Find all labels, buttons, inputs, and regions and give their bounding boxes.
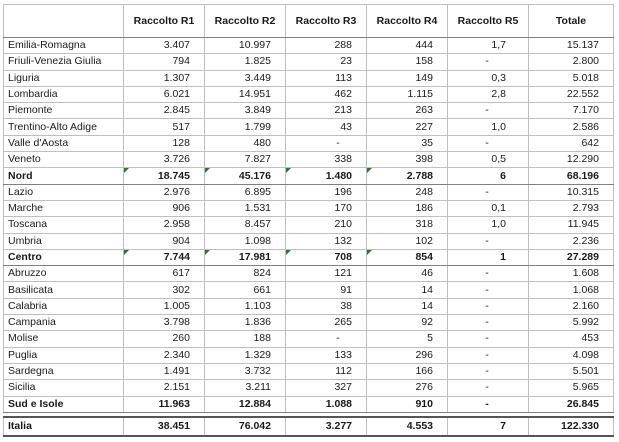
cell-total[interactable]: 68.196 bbox=[529, 168, 614, 184]
cell-r1[interactable]: 1.491 bbox=[124, 363, 205, 379]
cell-r4[interactable]: 318 bbox=[367, 217, 448, 233]
cell-r4[interactable]: 227 bbox=[367, 119, 448, 135]
cell-r4[interactable]: 166 bbox=[367, 363, 448, 379]
cell-r5[interactable]: - bbox=[448, 363, 529, 379]
cell-r1[interactable]: 906 bbox=[124, 200, 205, 216]
cell-r4[interactable]: 102 bbox=[367, 233, 448, 249]
cell-region[interactable]: Campania bbox=[4, 315, 124, 331]
cell-r1[interactable]: 2.976 bbox=[124, 184, 205, 200]
grand-total-row bbox=[4, 417, 614, 436]
error-indicator-icon bbox=[124, 168, 129, 173]
cell-region[interactable]: Emilia-Romagna bbox=[4, 38, 124, 54]
cell-r1[interactable]: 1.307 bbox=[124, 70, 205, 86]
cell-r4[interactable]: 186 bbox=[367, 200, 448, 216]
cell-r5[interactable]: - bbox=[448, 135, 529, 151]
error-indicator-icon bbox=[205, 168, 210, 173]
cell-r2[interactable]: 1.836 bbox=[205, 315, 286, 331]
cell-r3[interactable]: 121 bbox=[286, 266, 367, 282]
subtotal-row bbox=[4, 168, 614, 184]
cell-r1[interactable]: 302 bbox=[124, 282, 205, 298]
cell-r2[interactable]: 14.951 bbox=[205, 86, 286, 102]
cell-total[interactable]: 4.098 bbox=[529, 347, 614, 363]
cell-r2[interactable]: 188 bbox=[205, 331, 286, 347]
cell-r3[interactable]: 210 bbox=[286, 217, 367, 233]
cell-r3[interactable]: 213 bbox=[286, 103, 367, 119]
cell-region[interactable]: Lombardia bbox=[4, 86, 124, 102]
header-cell-r4: Raccolto R4 bbox=[367, 5, 448, 38]
cell-region[interactable]: Calabria bbox=[4, 298, 124, 314]
cell-r5[interactable]: - bbox=[448, 233, 529, 249]
cell-total[interactable]: 2.793 bbox=[529, 200, 614, 216]
cell-r5[interactable]: 0,3 bbox=[448, 70, 529, 86]
cell-total[interactable]: 12.290 bbox=[529, 152, 614, 168]
cell-region[interactable]: Abruzzo bbox=[4, 266, 124, 282]
cell-r5[interactable]: 0,1 bbox=[448, 200, 529, 216]
cell-r1[interactable]: 6.021 bbox=[124, 86, 205, 102]
cell-r4[interactable]: 2.788 bbox=[367, 168, 448, 184]
header-cell-region bbox=[4, 5, 124, 38]
cell-r5[interactable]: - bbox=[448, 184, 529, 200]
cell-r5[interactable]: - bbox=[448, 282, 529, 298]
cell-r1[interactable]: 7.744 bbox=[124, 249, 205, 265]
cell-region[interactable]: Liguria bbox=[4, 70, 124, 86]
cell-region[interactable]: Puglia bbox=[4, 347, 124, 363]
cell-region[interactable]: Umbria bbox=[4, 233, 124, 249]
cell-r4[interactable]: 4.553 bbox=[367, 417, 448, 436]
cell-region[interactable]: Nord bbox=[4, 168, 124, 184]
error-indicator-icon bbox=[124, 250, 129, 255]
cell-total[interactable]: 1.608 bbox=[529, 266, 614, 282]
cell-r1[interactable]: 3.726 bbox=[124, 152, 205, 168]
cell-r1[interactable]: 2.151 bbox=[124, 380, 205, 396]
table-row bbox=[4, 38, 614, 54]
cell-r5[interactable]: 1,0 bbox=[448, 217, 529, 233]
cell-total[interactable]: 642 bbox=[529, 135, 614, 151]
cell-r2[interactable]: 10.997 bbox=[205, 38, 286, 54]
cell-r4[interactable]: 910 bbox=[367, 396, 448, 412]
cell-r5[interactable]: 2,8 bbox=[448, 86, 529, 102]
cell-r3[interactable]: 708 bbox=[286, 249, 367, 265]
cell-r3[interactable]: 43 bbox=[286, 119, 367, 135]
table-row bbox=[4, 363, 614, 379]
cell-r4[interactable]: 248 bbox=[367, 184, 448, 200]
header-row bbox=[4, 5, 614, 38]
cell-total[interactable]: 7.170 bbox=[529, 103, 614, 119]
cell-total[interactable]: 2.800 bbox=[529, 54, 614, 70]
cell-r2[interactable]: 824 bbox=[205, 266, 286, 282]
table-body bbox=[4, 38, 614, 436]
table-row bbox=[4, 86, 614, 102]
header-cell-r3: Raccolto R3 bbox=[286, 5, 367, 38]
cell-r5[interactable]: - bbox=[448, 298, 529, 314]
cell-region[interactable]: Italia bbox=[4, 417, 124, 436]
cell-r1[interactable]: 2.340 bbox=[124, 347, 205, 363]
cell-region[interactable]: Trentino-Alto Adige bbox=[4, 119, 124, 135]
cell-total[interactable]: 22.552 bbox=[529, 86, 614, 102]
cell-r4[interactable]: 14 bbox=[367, 298, 448, 314]
cell-r5[interactable]: - bbox=[448, 347, 529, 363]
cell-region[interactable]: Sud e Isole bbox=[4, 396, 124, 412]
cell-total[interactable]: 2.160 bbox=[529, 298, 614, 314]
cell-r2[interactable]: 3.732 bbox=[205, 363, 286, 379]
cell-r2[interactable]: 1.103 bbox=[205, 298, 286, 314]
cell-r1[interactable]: 517 bbox=[124, 119, 205, 135]
cell-r4[interactable]: 444 bbox=[367, 38, 448, 54]
table-row bbox=[4, 331, 614, 347]
cell-region[interactable]: Toscana bbox=[4, 217, 124, 233]
cell-r4[interactable]: 296 bbox=[367, 347, 448, 363]
cell-r5[interactable]: 1,0 bbox=[448, 119, 529, 135]
cell-total[interactable]: 5.992 bbox=[529, 315, 614, 331]
cell-region[interactable]: Marche bbox=[4, 200, 124, 216]
cell-total[interactable]: 1.068 bbox=[529, 282, 614, 298]
cell-r3[interactable]: - bbox=[286, 331, 367, 347]
cell-r5[interactable]: 6 bbox=[448, 168, 529, 184]
table-row bbox=[4, 266, 614, 282]
cell-r2[interactable]: 1.329 bbox=[205, 347, 286, 363]
cell-r2[interactable]: 3.211 bbox=[205, 380, 286, 396]
cell-region[interactable]: Sicilia bbox=[4, 380, 124, 396]
cell-r5[interactable]: - bbox=[448, 54, 529, 70]
cell-r4[interactable]: 276 bbox=[367, 380, 448, 396]
cell-r2[interactable]: 7.827 bbox=[205, 152, 286, 168]
cell-r2[interactable]: 1.098 bbox=[205, 233, 286, 249]
error-indicator-icon bbox=[286, 168, 291, 173]
cell-r5[interactable]: - bbox=[448, 315, 529, 331]
cell-total[interactable]: 27.289 bbox=[529, 249, 614, 265]
cell-r3[interactable]: 38 bbox=[286, 298, 367, 314]
cell-total[interactable]: 122.330 bbox=[529, 417, 614, 436]
cell-region[interactable]: Lazio bbox=[4, 184, 124, 200]
cell-r2[interactable]: 1.825 bbox=[205, 54, 286, 70]
table-row bbox=[4, 233, 614, 249]
table-row bbox=[4, 200, 614, 216]
table-row bbox=[4, 119, 614, 135]
cell-region[interactable]: Valle d'Aosta bbox=[4, 135, 124, 151]
subtotal-row bbox=[4, 396, 614, 412]
subtotal-row bbox=[4, 249, 614, 265]
cell-r1[interactable]: 794 bbox=[124, 54, 205, 70]
cell-r1[interactable]: 1.005 bbox=[124, 298, 205, 314]
cell-r3[interactable]: 170 bbox=[286, 200, 367, 216]
cell-r3[interactable]: 133 bbox=[286, 347, 367, 363]
cell-r4[interactable]: 398 bbox=[367, 152, 448, 168]
cell-r4[interactable]: 1.115 bbox=[367, 86, 448, 102]
cell-r3[interactable]: 113 bbox=[286, 70, 367, 86]
cell-r5[interactable]: - bbox=[448, 396, 529, 412]
cell-total[interactable]: 26.845 bbox=[529, 396, 614, 412]
cell-r5[interactable]: 1,7 bbox=[448, 38, 529, 54]
cell-r3[interactable]: 338 bbox=[286, 152, 367, 168]
cell-r5[interactable]: 0,5 bbox=[448, 152, 529, 168]
table-row bbox=[4, 347, 614, 363]
cell-total[interactable]: 10.315 bbox=[529, 184, 614, 200]
cell-total[interactable]: 453 bbox=[529, 331, 614, 347]
cell-r2[interactable]: 3.849 bbox=[205, 103, 286, 119]
cell-r2[interactable]: 1.531 bbox=[205, 200, 286, 216]
table-row bbox=[4, 152, 614, 168]
cell-region[interactable]: Centro bbox=[4, 249, 124, 265]
cell-region[interactable]: Piemonte bbox=[4, 103, 124, 119]
header-cell-total: Totale bbox=[529, 5, 614, 38]
cell-r2[interactable]: 17.981 bbox=[205, 249, 286, 265]
cell-region[interactable]: Veneto bbox=[4, 152, 124, 168]
table-row bbox=[4, 184, 614, 200]
error-indicator-icon bbox=[367, 250, 372, 255]
cell-total[interactable]: 2.586 bbox=[529, 119, 614, 135]
cell-total[interactable]: 15.137 bbox=[529, 38, 614, 54]
cell-r4[interactable]: 14 bbox=[367, 282, 448, 298]
cell-r4[interactable]: 35 bbox=[367, 135, 448, 151]
data-table bbox=[3, 4, 614, 437]
cell-r4[interactable]: 854 bbox=[367, 249, 448, 265]
table-row bbox=[4, 315, 614, 331]
table-row bbox=[4, 135, 614, 151]
cell-r3[interactable]: 462 bbox=[286, 86, 367, 102]
cell-r5[interactable]: 7 bbox=[448, 417, 529, 436]
cell-r2[interactable]: 6.895 bbox=[205, 184, 286, 200]
cell-r3[interactable]: 265 bbox=[286, 315, 367, 331]
cell-r1[interactable]: 2.845 bbox=[124, 103, 205, 119]
cell-r5[interactable]: - bbox=[448, 103, 529, 119]
cell-r3[interactable]: 3.277 bbox=[286, 417, 367, 436]
cell-r1[interactable]: 3.407 bbox=[124, 38, 205, 54]
table-row bbox=[4, 54, 614, 70]
cell-r3[interactable]: 91 bbox=[286, 282, 367, 298]
cell-r1[interactable]: 38.451 bbox=[124, 417, 205, 436]
table-row bbox=[4, 217, 614, 233]
table-row bbox=[4, 298, 614, 314]
header-cell-r5: Raccolto R5 bbox=[448, 5, 529, 38]
cell-r3[interactable]: 288 bbox=[286, 38, 367, 54]
cell-r2[interactable]: 12.884 bbox=[205, 396, 286, 412]
cell-r2[interactable]: 661 bbox=[205, 282, 286, 298]
table-row bbox=[4, 282, 614, 298]
cell-r1[interactable]: 2.958 bbox=[124, 217, 205, 233]
cell-region[interactable]: Sardegna bbox=[4, 363, 124, 379]
cell-total[interactable]: 5.965 bbox=[529, 380, 614, 396]
cell-r1[interactable]: 128 bbox=[124, 135, 205, 151]
cell-region[interactable]: Friuli-Venezia Giulia bbox=[4, 54, 124, 70]
cell-total[interactable]: 5.501 bbox=[529, 363, 614, 379]
cell-r4[interactable]: 149 bbox=[367, 70, 448, 86]
cell-r2[interactable]: 480 bbox=[205, 135, 286, 151]
cell-r3[interactable]: 132 bbox=[286, 233, 367, 249]
cell-r2[interactable]: 76.042 bbox=[205, 417, 286, 436]
cell-r2[interactable]: 45.176 bbox=[205, 168, 286, 184]
cell-r2[interactable]: 8.457 bbox=[205, 217, 286, 233]
header-cell-r2: Raccolto R2 bbox=[205, 5, 286, 38]
cell-r1[interactable]: 904 bbox=[124, 233, 205, 249]
cell-r4[interactable]: 46 bbox=[367, 266, 448, 282]
error-indicator-icon bbox=[367, 168, 372, 173]
cell-r3[interactable]: 327 bbox=[286, 380, 367, 396]
cell-r5[interactable]: - bbox=[448, 331, 529, 347]
cell-r1[interactable]: 3.798 bbox=[124, 315, 205, 331]
cell-r1[interactable]: 18.745 bbox=[124, 168, 205, 184]
cell-total[interactable]: 2.236 bbox=[529, 233, 614, 249]
cell-r3[interactable]: 196 bbox=[286, 184, 367, 200]
cell-r1[interactable]: 617 bbox=[124, 266, 205, 282]
cell-r2[interactable]: 1.799 bbox=[205, 119, 286, 135]
table-row bbox=[4, 70, 614, 86]
cell-r2[interactable]: 3.449 bbox=[205, 70, 286, 86]
cell-r3[interactable]: 1.480 bbox=[286, 168, 367, 184]
cell-r3[interactable]: - bbox=[286, 135, 367, 151]
cell-r4[interactable]: 92 bbox=[367, 315, 448, 331]
cell-r5[interactable]: 1 bbox=[448, 249, 529, 265]
cell-r4[interactable]: 158 bbox=[367, 54, 448, 70]
table-row bbox=[4, 380, 614, 396]
cell-region[interactable]: Basilicata bbox=[4, 282, 124, 298]
table-row bbox=[4, 103, 614, 119]
cell-r4[interactable]: 5 bbox=[367, 331, 448, 347]
cell-total[interactable]: 5.018 bbox=[529, 70, 614, 86]
cell-r1[interactable]: 260 bbox=[124, 331, 205, 347]
error-indicator-icon bbox=[286, 250, 291, 255]
cell-r5[interactable]: - bbox=[448, 266, 529, 282]
cell-r3[interactable]: 1.088 bbox=[286, 396, 367, 412]
header-cell-r1: Raccolto R1 bbox=[124, 5, 205, 38]
cell-r3[interactable]: 112 bbox=[286, 363, 367, 379]
cell-r5[interactable]: - bbox=[448, 380, 529, 396]
cell-r1[interactable]: 11.963 bbox=[124, 396, 205, 412]
cell-r3[interactable]: 23 bbox=[286, 54, 367, 70]
cell-region[interactable]: Molise bbox=[4, 331, 124, 347]
cell-total[interactable]: 11.945 bbox=[529, 217, 614, 233]
error-indicator-icon bbox=[205, 250, 210, 255]
cell-r4[interactable]: 263 bbox=[367, 103, 448, 119]
